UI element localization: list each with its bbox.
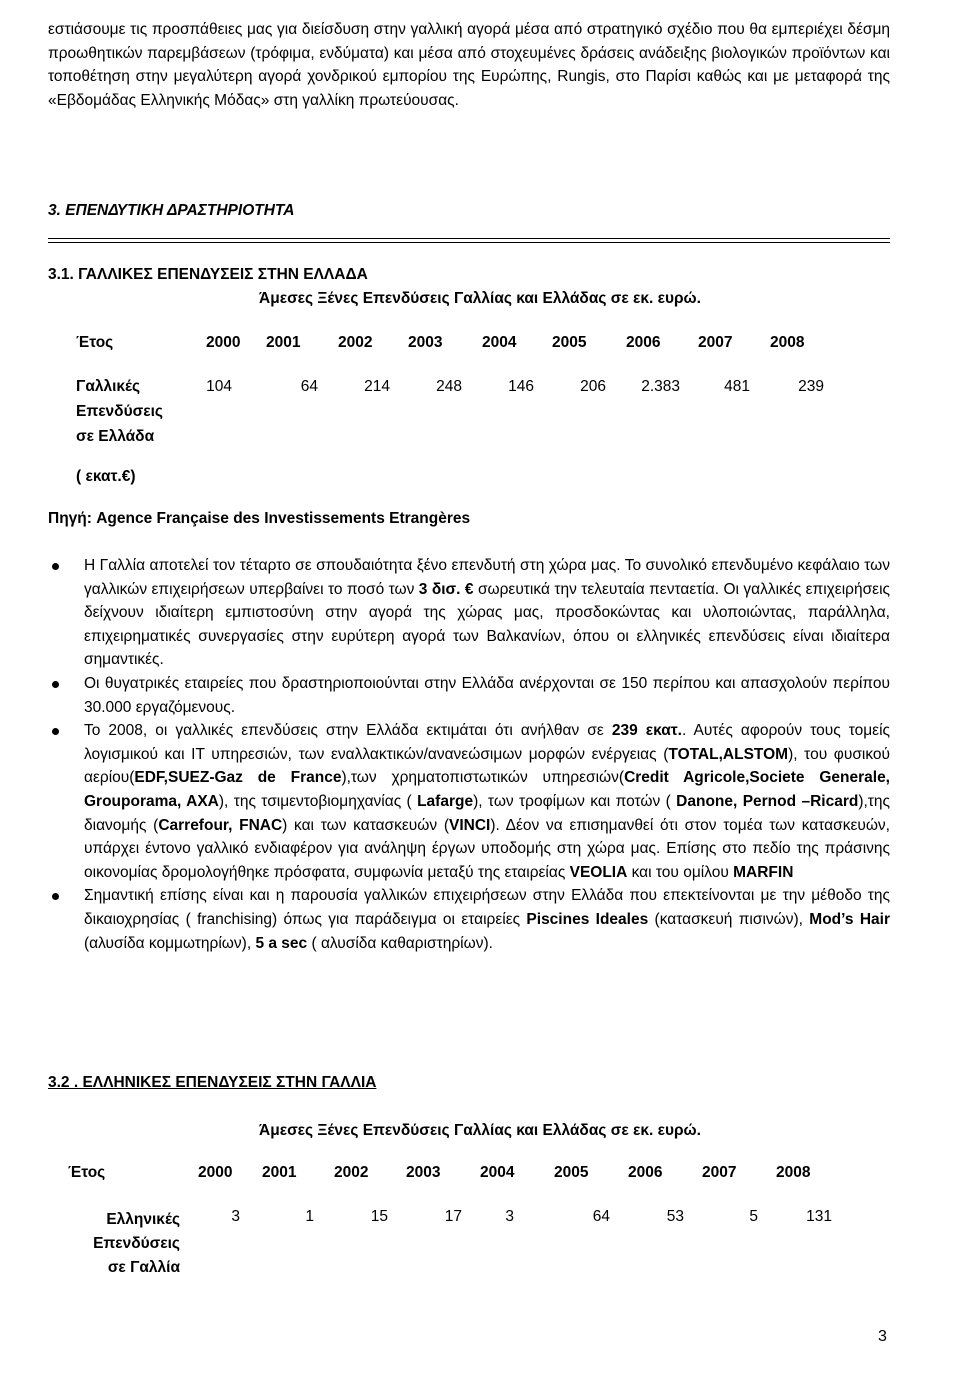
table-year-row [76, 334, 204, 352]
row-label-line: Ελληνικές [106, 1211, 180, 1228]
bullet-dot-icon [52, 728, 59, 735]
bold-text-run: VEOLIA [569, 863, 628, 881]
text-run: ), του φυσικού αερίου( [84, 745, 890, 787]
text-run: Οι θυγατρικές εταιρείες που δραστηριοποιούνται στην Ελλάδα ανέρχονται σε 150 περίπου και απασχολούν περίπου 30.000 εργαζόμενους. [84, 674, 890, 716]
value-cell: 15 [370, 1208, 388, 1225]
year-label: Έτος [68, 1164, 106, 1181]
bold-text-run: Piscines Ideales [526, 910, 649, 928]
value-cell: 481 [724, 378, 750, 395]
value-cell: 104 [206, 378, 232, 395]
year-cell: 2008 [770, 334, 805, 351]
text-run: και του ομίλου [627, 863, 734, 881]
row-label [70, 1208, 180, 1280]
value-cell: 53 [666, 1208, 684, 1225]
text-run: ),των χρηματοπιστωτικών υπηρεσιών( [341, 769, 625, 787]
row-label-line: σε Γαλλία [107, 1259, 180, 1276]
year-cell: 2007 [698, 334, 733, 351]
bold-text-run: MARFIN [733, 863, 794, 881]
bullet-item [48, 554, 890, 672]
bullet-list [48, 554, 890, 955]
value-cell: 239 [798, 378, 824, 395]
bold-text-run: 3 δισ. € [418, 580, 474, 598]
subsection-1-heading: 3.1. ΓΑΛΛΙΚΕΣ ΕΠΕΝΔΥΣΕΙΣ ΣΤΗΝ ΕΛΛΑΔΑ [48, 266, 368, 283]
text-run: . Αυτές αφορούν τους τομείς λογισμικού και IT υπηρεσιών, των εναλλακτικών/ανανεώσιμων μορφών ενέργειας ( [84, 722, 890, 763]
text-run: (κατασκευή πισινών), [648, 910, 810, 928]
value-cell: 248 [436, 378, 462, 395]
year-cell: 2002 [338, 334, 373, 351]
text-run: Το 2008, οι γαλλικές επενδύσεις στην Ελλάδα εκτιμάται ότι ανήλθαν σε [84, 722, 612, 740]
subsection-2-caption: Άμεσες Ξένες Επενδύσεις Γαλλίας και Ελλάδας σε εκ. ευρώ. [259, 1122, 701, 1139]
value-cell: 5 [749, 1208, 758, 1225]
year-cell: 2006 [628, 1164, 663, 1181]
subsection-2-heading: 3.2 . ΕΛΛΗΝΙΚΕΣ ΕΠΕΝΔΥΣΕΙΣ ΣΤΗΝ ΓΑΛΛΙΑ [48, 1074, 377, 1091]
source-note: Πηγή: Agence Française des Investissements Etrangères [48, 510, 471, 527]
text-run: ),της διανομής ( [84, 792, 891, 834]
year-cell: 2005 [554, 1164, 589, 1181]
bullet-item [48, 719, 890, 884]
value-cell: 214 [364, 378, 390, 395]
year-cell: 2004 [482, 334, 517, 351]
page-number: 3 [878, 1328, 887, 1345]
year-cell: 2003 [406, 1164, 441, 1181]
unit-label: ( εκατ.€) [76, 468, 136, 485]
year-cell: 2001 [266, 334, 301, 351]
year-cell: 2002 [334, 1164, 369, 1181]
bold-text-run: VINCI [449, 816, 491, 834]
text-run: ) και των κατασκευών ( [282, 816, 449, 834]
bold-text-run: Mod’s Hair [809, 910, 890, 928]
value-cell: 3 [505, 1208, 514, 1225]
value-cell: 2.383 [641, 378, 680, 395]
year-cell: 2004 [480, 1164, 515, 1181]
bold-text-run: 239 εκατ. [611, 722, 682, 740]
value-cell: 131 [806, 1208, 832, 1225]
year-cell: 2000 [198, 1164, 233, 1181]
row-label-line: Επενδύσεις [93, 1235, 180, 1252]
bold-text-run: 5 a sec [255, 934, 308, 952]
bold-text-run: TOTAL,ALSTOM [668, 745, 789, 763]
year-cell: 2006 [626, 334, 661, 351]
bullet-item [48, 672, 890, 719]
year-cell: 2000 [206, 334, 241, 351]
text-run: (αλυσίδα κομμωτηρίων), [84, 934, 256, 952]
value-cell: 17 [444, 1208, 462, 1225]
subsection-1-caption: Άμεσες Ξένες Επενδύσεις Γαλλίας και Ελλάδας σε εκ. ευρώ. [259, 290, 701, 307]
bold-text-run: Lafarge [417, 792, 474, 810]
section-rule-bottom [48, 242, 890, 243]
bold-text-run: EDF,SUEZ-Gaz de France [134, 769, 342, 787]
year-cell: 2007 [702, 1164, 737, 1181]
text-run: ), των τροφίμων και ποτών ( [473, 792, 677, 810]
bullet-item [48, 884, 890, 955]
bullet-dot-icon [52, 893, 59, 900]
value-cell: 1 [305, 1208, 314, 1225]
value-cell: 146 [508, 378, 534, 395]
bold-text-run: Carrefour, FNAC [158, 816, 283, 834]
bold-text-run: Credit Agricole,Societe Generale, Grouporama, AXA [84, 769, 890, 810]
bullet-dot-icon [52, 563, 59, 570]
bold-text-run: Danone, Pernod –Ricard [676, 792, 859, 810]
section-rule-top [48, 238, 890, 239]
value-cell: 64 [300, 378, 318, 395]
year-cell: 2008 [776, 1164, 811, 1181]
bullet-dot-icon [52, 681, 59, 688]
value-cell: 3 [231, 1208, 240, 1225]
row-label: Γαλλικές Επενδύσεις σε Ελλάδα [76, 378, 163, 445]
intro-paragraph: εστιάσουμε τις προσπάθειες μας για διείσδυση στην γαλλική αγορά μέσα από στρατηγικό σχέδιο που θα εμπεριέχει δέσμη προωθητικών παρεμβάσεων (τρόφιμα, ενδύματα) και μέσα από στοχευμένες δράσεις ανάδειξης βιολογικών προϊόντων και τοποθέτηση στην μεγαλύτερη αγορά χονδρικού εμπορίου της Ευρώπης, Rungis, στο Παρίσι καθώς και με μεταφορά της «Εβδομάδας Ελληνικής Μόδας» στη γαλλίκη πρωτεύουσας. [48, 21, 890, 109]
section-heading: 3. ΕΠΕΝΔΥΤΙΚΗ ΔΡΑΣΤΗΡΙΟΤΗΤΑ [48, 202, 295, 219]
year-cell: 2001 [262, 1164, 297, 1181]
value-cell: 64 [592, 1208, 610, 1225]
year-cell: 2005 [552, 334, 587, 351]
year-cell: 2003 [408, 334, 443, 351]
text-run: ( αλυσίδα καθαριστηρίων). [307, 934, 493, 952]
text-run: Σημαντική επίσης είναι και η παρουσία γαλλικών επιχειρήσεων στην Ελλάδα που επεκτείνονται με την μέθοδο της δικαιοχρησίας ( franchising) όπως για παράδειγμα οι εταιρείες [84, 887, 890, 928]
text-run: ), της τσιμεντοβιομηχανίας ( [218, 792, 418, 810]
text-run: σωρευτικά την τελευταία πενταετία. Οι γαλλικές επιχειρήσεις δείχνουν ιδιαίτερη εμπιστοσύνη στην αγορά της χώρας μας, προσδοκώντας και υλοποιώντας, παράλληλα, επιχειρηματικές συνεργασίες στην ευρύτερη αγορά των Βαλκανίων, όπου οι ελληνικές επενδύσεις είναι ιδιαίτερα σημαντικές. [84, 580, 890, 669]
text-run: ). Δέον να επισημανθεί ότι στον τομέα των κατασκευών, υπάρχει έντονο γαλλικό ενδιαφέρον για ανάληψη έργων υποδομής στη χώρα μας. Επίσης στο πεδίο της πράσινης οικονομίας δρομολογήθηκε πρόσφατα, συμφωνία μεταξύ της εταιρείας [84, 816, 890, 881]
value-cell: 206 [580, 378, 606, 395]
year-label: Έτος [76, 334, 114, 351]
text-run: Η Γαλλία αποτελεί τον τέταρτο σε σπουδαιότητα ξένο επενδυτή στη χώρα μας. Το συνολικό επενδυμένο κεφάλαιο των γαλλικών επιχειρήσεων υπερβαίνει το ποσό των [84, 557, 890, 598]
